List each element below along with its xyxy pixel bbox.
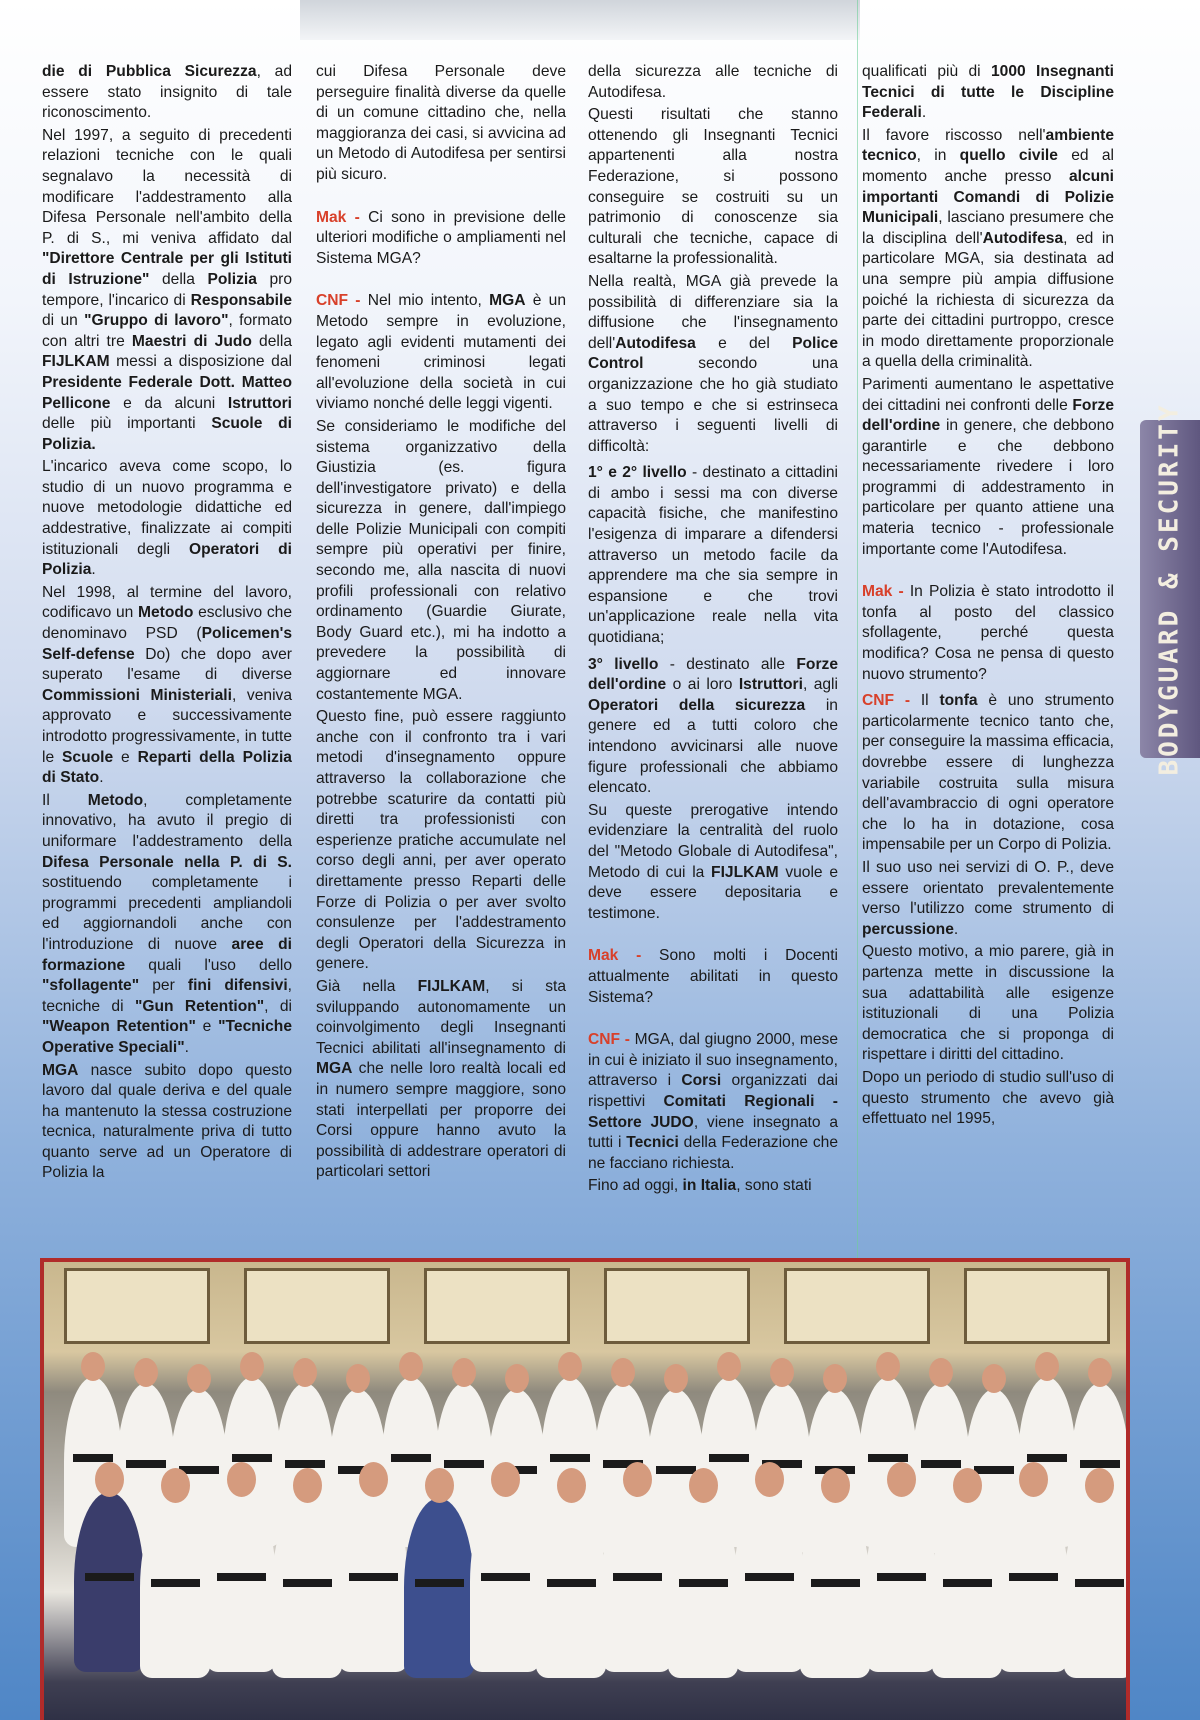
text: . [953,920,959,938]
c2-para-1: cui Difesa Personale deve perseguire finalità diverse da quelle di un comune cittadino che, nella maggioranza dei casi, si avvicina ad un Metodo di Autodifesa per sentirsi più sicuro. [316,63,566,183]
text: vuole e deve essere depositaria e testimone. [588,863,838,922]
c4-para-6: Dopo un periodo di studio sull'uso di questo strumento che avevo già effettuato nel 1995, [862,1068,1114,1128]
bold: Forze dell'ordine [588,655,838,694]
judoka-figure [140,1498,210,1678]
judo-belt [349,1573,398,1581]
judoka-head [293,1358,317,1387]
text: , lasciano presumere che la disciplina dell' [862,209,1114,247]
c1-bold: die di Pubblica Sicurezza [42,63,257,80]
answer-text: è un Metodo sempre in evoluzione, legato agli evidenti mutamenti dei fenomeni criminosi legati all'evoluzione della società in cui viviamo nonché delle leggi vigenti. [316,292,566,413]
level-3 [588,655,838,799]
bold: alcuni importanti Comandi di Polizie Municipali [862,167,1114,227]
judo-belt [709,1454,750,1462]
judoka-head [359,1462,388,1497]
answer-text: Nel mio intento, [360,292,490,310]
judoka-head [770,1358,794,1387]
question-text: In Polizia è stato introdotto il tonfa al posto del classico sfollagente, perché questa modifica? Cosa ne pensa di questo nuovo strumento? [862,583,1114,683]
bold: Istruttori [738,676,803,694]
answer-bold: MGA [489,292,526,310]
judo-belt [868,1454,909,1462]
judoka-figure [338,1492,408,1672]
judoka-head [81,1352,105,1381]
question-1 [316,208,566,270]
judo-belt [656,1466,697,1474]
question-3 [862,582,1114,685]
bold: 1000 Insegnanti Tecnici di tutte le Discipline Federali [862,63,1114,122]
text: in genere ed a tutti coloro che intendono avvicinarsi alle nuove figure professionali che abbiamo elencato. [588,696,838,797]
c2-para-4 [316,977,566,1183]
question-text: Sono molti i Docenti attualmente abilitati in questo Sistema? [588,947,838,1006]
bold: Autodifesa [615,334,696,352]
c3-para-4 [588,801,838,925]
judoka-head [134,1358,158,1387]
judo-belt [877,1573,926,1581]
text: Parimenti aumentano le aspettative dei cittadini nei confronti delle [862,375,1114,414]
c4-para-5: Questo motivo, a mio parere, già in partenza mette in discussione la sua adattabilità alle esigenze istituzionali di una Polizia democratica che si proponga di rispettare i diritti del cittadino. [862,943,1114,1064]
bold: FIJLKAM [711,863,779,881]
judoka-head [227,1462,256,1497]
judoka-head [1085,1468,1114,1503]
text: , in [916,147,960,165]
judoka-head [293,1468,322,1503]
judo-belt [974,1466,1015,1474]
text: è uno strumento particolarmente tecnico tanto che, per conseguire la massima efficacia, dovrebbe essere di lunghezza variabile costruita sulla misura dell'avambraccio di ogni operatore che lo ha in dotazione, cosa impensabile per un Corpo di Polizia. [862,692,1114,854]
bold: tonfa [939,692,978,710]
judoka-head [557,1468,586,1503]
question-text: Ci sono in previsione delle ulteriori modifiche o ampliamenti nel Sistema MGA? [316,208,566,267]
judoka-figure [668,1498,738,1678]
text: e del [695,334,793,352]
judoka-head [876,1352,900,1381]
text: della Federazione che ne facciano richiesta. [588,1134,838,1172]
judoka-figure [404,1498,474,1678]
judoka-figure [800,1498,870,1678]
judoka-head [161,1468,190,1503]
level-1-2 [588,463,838,648]
judo-belt [550,1454,591,1462]
text: . [921,104,927,122]
judo-belt [1075,1579,1124,1587]
judo-belt [1080,1460,1121,1468]
judoka-head [240,1352,264,1381]
judoka-head [823,1364,847,1393]
judoka-head [664,1364,688,1393]
text: Nella realtà, MGA già prevede la possibilità di differenziare sia la diffusione che l'insegnamento dell' [588,272,838,352]
bold: Forze dell'ordine [862,396,1114,435]
judoka-head [95,1462,124,1497]
judoka-head [1088,1358,1112,1387]
article-column-2 [316,62,566,1185]
text: - destinato a cittadini di ambo i sessi ma con diverse capacità fisiche, che manifestino l'esigenza di imparare a difendersi attraverso un metodo facile da apprendere ma che sia sempre in espansione e che trovi un'applicazione reale nella vita quotidiana; [588,464,839,647]
question-2 [588,946,838,1008]
text: , ed in particolare MGA, sia destinata ad una sempre più ampia diffusione poiché la richiesta di sicurezza da parte dei cittadini purtroppo, cresce in modo direttamente proporzionale a quella della criminalità. [862,229,1114,371]
gym-window [244,1268,390,1344]
article-column-3 [588,62,838,1199]
judo-belt [126,1460,167,1468]
c3-para-2: Questi risultati che stanno ottenendo gli Insegnanti Tecnici appartenenti alla nostra Federazione, si possono conseguire se costruiti su un patrimonio di conoscenze sia culturali che tecniche, capace di esaltarne la professionalità. [588,106,838,268]
judoka-figure [602,1492,672,1672]
text: Su queste prerogative intendo evidenziare la centralità del ruolo del "Metodo Globale di Autodifesa", Metodo di cui la [588,801,838,881]
judoka-head [558,1352,582,1381]
c4-para-3 [862,375,1114,560]
judo-belt [1009,1573,1058,1581]
background-banner [300,0,860,40]
judoka-head [346,1364,370,1393]
bold: in Italia [682,1177,737,1195]
gym-window [964,1268,1110,1344]
judo-belt [679,1579,728,1587]
text: che nelle loro realtà locali ed in numero sempre maggiore, sono stati interpellati per proporre dei Corsi oppure hanno avuto la possibilità di addestrare operatori di particolari settori [316,1060,566,1181]
bold: 3° livello [588,655,659,673]
c1-para-1 [42,62,292,124]
c3-para-5 [588,1176,838,1197]
judo-belt [1027,1454,1068,1462]
c1-text: , ad essere stato insignito di tale riconoscimento. [42,63,293,122]
text: , sono stati [736,1177,812,1195]
article-column-4 [862,62,1114,1132]
section-tab-label: BODYGUARD & SECURITY [1155,402,1186,776]
c4-para-1 [862,62,1114,124]
judoka-figure [734,1492,804,1672]
bold: Corsi [681,1072,722,1090]
judoka-head [452,1358,476,1387]
answer-2 [588,1030,838,1174]
text: , si sta sviluppando autonomamente un coinvolgimento degli Insegnanti Tecnici abilitati all'insegnamento di [316,977,566,1057]
judo-belt [285,1460,326,1468]
bold: quello civile [959,147,1058,165]
gym-window [424,1268,570,1344]
text: Fino ad oggi, [588,1177,683,1195]
c3-para-3 [588,272,838,457]
judoka-figure [866,1492,936,1672]
section-side-tab [1140,402,1200,776]
judo-belt [547,1579,596,1587]
text: organizzati dai rispettivi [588,1072,839,1110]
judoka-head [887,1462,916,1497]
judoka-head [982,1364,1006,1393]
judoka-figure [1064,1498,1130,1678]
bold: Police Control [588,334,838,373]
gym-window [604,1268,750,1344]
speaker-mak: Mak - [588,947,642,965]
text: Già nella [316,977,418,995]
bold: Comitati Regionali - Settore JUDO [588,1092,838,1131]
judoka-head [491,1462,520,1497]
judoka-head [689,1468,718,1503]
judo-belt [943,1579,992,1587]
c1-para-4: Nel 1998, al termine del lavoro, codificavo un Metodo esclusivo che denominavo PSD (Policemen's Self-defense Do) che dopo aver superato l'esame di diverse Commissioni Ministeriali, veniva approvato e successivamente introdotto progressivamente, in tutte le Scuole e Reparti della Polizia di Stato. [42,583,292,787]
text: MGA, dal giugno 2000, mese in cui è iniziato il suo insegnamento, attraverso i [588,1031,839,1090]
bold: MGA [316,1060,353,1078]
judoka-head [623,1462,652,1497]
c4-para-4 [862,858,1114,940]
judo-belt [73,1454,114,1462]
judo-belt [444,1460,485,1468]
judo-belt [745,1573,794,1581]
text: Il [910,692,940,710]
text: secondo una organizzazione che ho già studiato a suo tempo e che si estrinseca attraverso i seguenti livelli di difficoltà: [588,355,838,455]
bold: Operatori della sicurezza [588,696,806,714]
judo-belt [217,1573,266,1581]
judo-belt [415,1579,464,1587]
text: - destinato alle [658,655,797,673]
bold: ambiente tecnico [862,126,1114,165]
judoka-head [505,1364,529,1393]
judo-belt [921,1460,962,1468]
speaker-mak: Mak - [316,208,360,226]
judoka-head [1035,1352,1059,1381]
group-photo [40,1258,1130,1720]
text: ed al momento anche presso [862,147,1114,185]
text: qualificati più di [862,63,991,80]
judoka-head [953,1468,982,1503]
c1-para-6: MGA nasce subito dopo questo lavoro dal quale deriva e del quale ha mantenuto la stessa costruzione tecnica, naturalmente priva di tutto quanto serve ad un Operatore di Polizia la [42,1061,292,1182]
judo-belt [85,1573,134,1581]
judoka-head [611,1358,635,1387]
judo-belt [283,1579,332,1587]
bold: Tecnici [626,1134,679,1152]
article-column-1 [42,62,292,1186]
c2-para-3: Questo fine, può essere raggiunto anche con il confronto tra i vari metodi d'insegnamento oppure attraverso la collaborazione che potrebbe scaturire da contatti più diretti tra professionisti con esperienze pratiche accumulate nel corso degli anni, per aver operato direttamente presso Reparti delle Forze di Polizia o per aver svolto consulenze per l'addestramento degli Operatori della Sicurezza in genere. [316,708,566,973]
bold: 1° e 2° livello [588,464,687,482]
judo-belt [811,1579,860,1587]
speaker-cnf: CNF - [588,1031,630,1049]
answer-3 [862,691,1114,856]
speaker-mak: Mak - [862,583,904,601]
bold: FIJLKAM [417,977,486,995]
judo-belt [391,1454,432,1462]
judoka-figure [470,1492,540,1672]
judoka-figure [272,1498,342,1678]
c1-para-5: Il Metodo, completamente innovativo, ha avuto il pregio di uniformare l'addestramento della Difesa Personale nella P. di S. sostituendo completamente i programmi precedenti ampliandoli ed aggiornandoli anche con l'introduzione di nuove aree di formazione quali l'uso dello "sfollagente" per fini difensivi, tecniche di "Gun Retention", di "Weapon Retention" e "Tecniche Operative Speciali". [42,791,292,1056]
text: in genere, che debbono garantirle e che debbono necessariamente rivedere i loro programmi di addestramento in particolare per quanto attiene una materia tecnico - professionale importante come l'Autodifesa. [862,417,1114,558]
judoka-figure [74,1492,144,1672]
c1-para-3: L'incarico aveva come scopo, lo studio di un nuovo programma e nuove metodologie didattiche ed addestrative, finalizzate ai compiti istituzionali degli Operatori di Polizia. [42,458,292,579]
text: o ai loro [666,676,739,694]
speaker-cnf: CNF - [862,692,911,710]
gym-window [784,1268,930,1344]
judoka-head [821,1468,850,1503]
judoka-head [425,1468,454,1503]
bold: percussione [862,920,954,938]
speaker-cnf: CNF - [316,292,361,310]
judoka-head [755,1462,784,1497]
gym-window [64,1268,210,1344]
c4-para-2 [862,126,1114,373]
judoka-figure [932,1498,1002,1678]
judoka-figure [536,1498,606,1678]
judoka-head [1019,1462,1048,1497]
answer-1 [316,291,566,415]
text: Il favore riscosso nell' [862,126,1046,144]
c3-para-1: della sicurezza alle tecniche di Autodifesa. [588,63,838,101]
c1-para-2: Nel 1997, a seguito di precedenti relazioni tecniche con le quali segnalavo la necessità di modificare l'addestramento alla Difesa Personale nell'ambito della P. di S., mi veniva affidato dal "Direttore Centrale per gli Istituti di Istruzione" della Polizia pro tempore, l'incarico di Responsabile di un "Gruppo di lavoro", formato con altri tre Maestri di Judo della FIJLKAM messi a disposizione dal Presidente Federale Dott. Matteo Pellicone e da alcuni Istruttori delle più importanti Scuole di Polizia. [42,126,292,453]
judo-belt [232,1454,273,1462]
judoka-head [187,1364,211,1393]
text: , agli [802,676,838,694]
text: , viene insegnato a tutti i [588,1113,838,1152]
judoka-figure [998,1492,1068,1672]
c2-para-2: Se consideriamo le modifiche del sistema organizzativo della Giustizia (es. figura dell'investigatore privato) e della sicurezza in genere, dall'impiego delle Polizie Municipali con compiti sempre più operativi per finire, secondo me, alla nascita di nuovi profili professionali con relativo ordinamento (Guardie Giurate, Body Guard etc.), mi ha indotto a prevedere la possibilità di aggiornare ed innovare costantemente MGA. [316,417,566,703]
judoka-head [929,1358,953,1387]
judo-belt [481,1573,530,1581]
judoka-head [717,1352,741,1381]
judo-belt [151,1579,200,1587]
judoka-head [399,1352,423,1381]
text: Il suo uso nei servizi di O. P., deve essere orientato prevalentemente verso l'utilizzo come strumento di [862,858,1114,918]
judo-belt [613,1573,662,1581]
judoka-figure [206,1492,276,1672]
bold: Autodifesa [982,229,1064,247]
